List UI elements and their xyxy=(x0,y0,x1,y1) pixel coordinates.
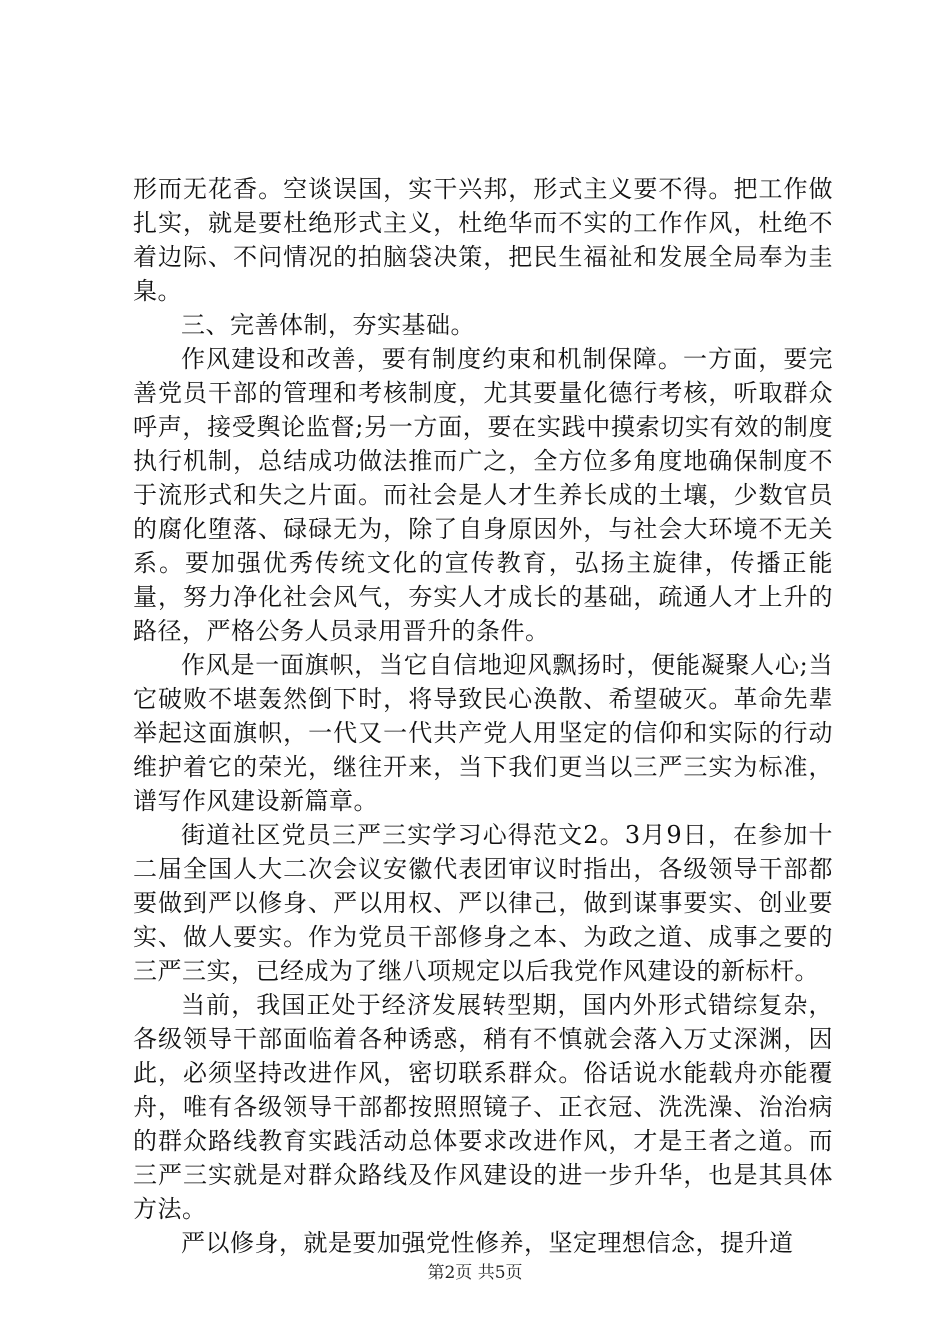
paragraph: 当前，我国正处于经济发展转型期，国内外形式错综复杂，各级领导干部面临着各种诱惑，稍有不慎就会落入万丈深渊，因此，必须坚持改进作风，密切联系群众。俗话说水能载舟亦能覆舟，唯有各级领导干部都按照照镜子、正衣冠、洗洗澡、治治病的群众路线教育实践活动总体要求改进作风，才是王者之道。而三严三实就是对群众路线及作风建设的进一步升华，也是其具体方法。 xyxy=(133,991,833,1223)
page-footer: 第2页 共5页 xyxy=(427,1263,523,1283)
paragraph: 街道社区党员三严三实学习心得范文2。3月9日，在参加十二届全国人大二次会议安徽代表团审议时指出，各级领导干部都要做到严以修身、严以用权、严以律己，做到谋事要实、创业要实、做人要实。作为党员干部修身之本、为政之道、成事之要的三严三实，已经成为了继八项规定以后我党作风建设的新标杆。 xyxy=(133,821,833,985)
body-text xyxy=(133,172,833,1260)
paragraph-continuation: 形而无花香。空谈误国，实干兴邦，形式主义要不得。把工作做扎实，就是要杜绝形式主义，杜绝华而不实的工作作风，杜绝不着边际、不问情况的拍脑袋决策，把民生福祉和发展全局奉为圭臬。 xyxy=(133,175,833,305)
paragraph: 严以修身，就是要加强党性修养，坚定理想信念，提升道 xyxy=(181,1229,794,1257)
paragraph: 作风建设和改善，要有制度约束和机制保障。一方面，要完善党员干部的管理和考核制度，尤其要量化德行考核，听取群众呼声，接受舆论监督;另一方面，要在实践中摸索切实有效的制度执行机制，总结成功做法推而广之，全方位多角度地确保制度不于流形式和失之片面。而社会是人才生养长成的土壤，少数官员的腐化堕落、碌碌无为，除了自身原因外，与社会大环境不无关系。要加强优秀传统文化的宣传教育，弘扬主旋律，传播正能量，努力净化社会风气，夯实人才成长的基础，疏通人才上升的路径，严格公务人员录用晋升的条件。 xyxy=(133,345,833,645)
section-heading: 三、完善体制，夯实基础。 xyxy=(181,311,475,339)
paragraph: 作风是一面旗帜，当它自信地迎风飘扬时，便能凝聚人心;当它破败不堪轰然倒下时，将导致民心涣散、希望破灭。革命先辈举起这面旗帜，一代又一代共产党人用坚定的信仰和实际的行动维护着它的荣光，继往开来，当下我们更当以三严三实为标准，谱写作风建设新篇章。 xyxy=(133,651,833,815)
